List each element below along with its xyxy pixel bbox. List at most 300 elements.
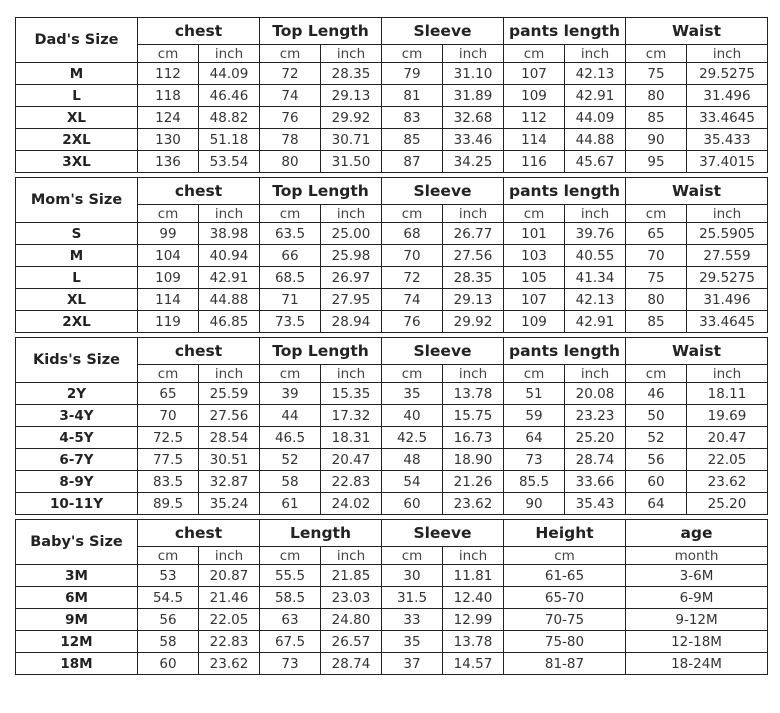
table-cell: 85 (626, 107, 687, 129)
size-label: XL (16, 289, 138, 311)
table-cell: 58.5 (260, 587, 321, 609)
column-group-header: Top Length (260, 338, 382, 365)
size-label: 10-11Y (16, 493, 138, 515)
table-cell: 34.25 (443, 151, 504, 173)
table-cell: 22.83 (321, 471, 382, 493)
table-cell: 60 (626, 471, 687, 493)
table-cell: 39.76 (565, 223, 626, 245)
table-cell: 38.98 (199, 223, 260, 245)
table-cell: 22.83 (199, 631, 260, 653)
header-row (16, 338, 768, 365)
table-cell: 65 (138, 383, 199, 405)
table-cell: 61 (260, 493, 321, 515)
table-row (16, 151, 768, 173)
size-label: 3XL (16, 151, 138, 173)
column-group-header: chest (138, 18, 260, 45)
table-cell: 75-80 (504, 631, 626, 653)
table-cell: 66 (260, 245, 321, 267)
unit-label: cm (260, 205, 321, 223)
unit-label: cm (382, 45, 443, 63)
table-cell: 64 (626, 493, 687, 515)
unit-label: inch (199, 205, 260, 223)
table-cell: 136 (138, 151, 199, 173)
table-cell: 29.92 (321, 107, 382, 129)
table-row (16, 383, 768, 405)
size-label: 3-4Y (16, 405, 138, 427)
table-cell: 73 (504, 449, 565, 471)
table-cell: 11.81 (443, 565, 504, 587)
unit-label: inch (321, 45, 382, 63)
table-row (16, 107, 768, 129)
table-cell: 44 (260, 405, 321, 427)
unit-label: cm (382, 547, 443, 565)
table-cell: 85 (626, 311, 687, 333)
size-label: 2XL (16, 311, 138, 333)
table-cell: 37.4015 (687, 151, 768, 173)
table-cell: 44.09 (199, 63, 260, 85)
size-label: XL (16, 107, 138, 129)
header-row (16, 178, 768, 205)
column-group-header: chest (138, 338, 260, 365)
unit-label: cm (626, 365, 687, 383)
table-cell: 105 (504, 267, 565, 289)
size-table-mom (15, 177, 768, 333)
table-row (16, 427, 768, 449)
table-row (16, 609, 768, 631)
unit-label: inch (443, 365, 504, 383)
table-row (16, 267, 768, 289)
table-row (16, 289, 768, 311)
table-cell: 54.5 (138, 587, 199, 609)
table-cell: 107 (504, 289, 565, 311)
table-cell: 27.559 (687, 245, 768, 267)
table-cell: 28.35 (443, 267, 504, 289)
header-row (16, 18, 768, 45)
unit-label: cm (260, 45, 321, 63)
table-row (16, 565, 768, 587)
table-cell: 70 (138, 405, 199, 427)
header-row (16, 520, 768, 547)
column-group-header: pants length (504, 18, 626, 45)
table-cell: 35.24 (199, 493, 260, 515)
table-cell: 42.13 (565, 289, 626, 311)
column-group-header: pants length (504, 178, 626, 205)
table-cell: 89.5 (138, 493, 199, 515)
column-group-header: chest (138, 520, 260, 547)
column-group-header: chest (138, 178, 260, 205)
size-table-baby (15, 519, 768, 675)
table-row (16, 471, 768, 493)
table-cell: 42.13 (565, 63, 626, 85)
table-cell: 51.18 (199, 129, 260, 151)
size-label: 2XL (16, 129, 138, 151)
table-cell: 81-87 (504, 653, 626, 675)
table-cell: 26.57 (321, 631, 382, 653)
table-cell: 45.67 (565, 151, 626, 173)
table-cell: 58 (260, 471, 321, 493)
table-cell: 15.35 (321, 383, 382, 405)
table-cell: 68 (382, 223, 443, 245)
table-cell: 31.496 (687, 289, 768, 311)
table-cell: 80 (626, 289, 687, 311)
size-label: 6M (16, 587, 138, 609)
table-cell: 35 (382, 631, 443, 653)
unit-label: cm (138, 547, 199, 565)
unit-label: inch (321, 365, 382, 383)
table-cell: 25.98 (321, 245, 382, 267)
table-cell: 65-70 (504, 587, 626, 609)
table-cell: 55.5 (260, 565, 321, 587)
table-cell: 23.62 (687, 471, 768, 493)
column-group-header: Waist (626, 178, 768, 205)
table-cell: 74 (382, 289, 443, 311)
table-cell: 42.91 (199, 267, 260, 289)
table-cell: 25.00 (321, 223, 382, 245)
size-table-kids (15, 337, 768, 515)
unit-label: inch (199, 547, 260, 565)
unit-label: inch (199, 365, 260, 383)
table-cell: 63.5 (260, 223, 321, 245)
column-group-header: Waist (626, 18, 768, 45)
table-cell: 39 (260, 383, 321, 405)
table-cell: 35 (382, 383, 443, 405)
table-row (16, 311, 768, 333)
table-row (16, 129, 768, 151)
table-cell: 72.5 (138, 427, 199, 449)
table-cell: 28.94 (321, 311, 382, 333)
table-cell: 33.4645 (687, 311, 768, 333)
table-cell: 50 (626, 405, 687, 427)
table-cell: 53 (138, 565, 199, 587)
table-cell: 32.68 (443, 107, 504, 129)
table-cell: 18.31 (321, 427, 382, 449)
table-cell: 58 (138, 631, 199, 653)
table-cell: 25.20 (687, 493, 768, 515)
table-cell: 81 (382, 85, 443, 107)
table-cell: 83 (382, 107, 443, 129)
table-cell: 28.74 (321, 653, 382, 675)
table-cell: 109 (138, 267, 199, 289)
unit-label: inch (321, 547, 382, 565)
table-cell: 9-12M (626, 609, 768, 631)
table-cell: 46.85 (199, 311, 260, 333)
table-cell: 119 (138, 311, 199, 333)
table-row (16, 85, 768, 107)
size-label: S (16, 223, 138, 245)
table-cell: 14.57 (443, 653, 504, 675)
table-cell: 29.13 (443, 289, 504, 311)
column-group-header: Sleeve (382, 520, 504, 547)
table-cell: 21.26 (443, 471, 504, 493)
unit-label: cm (504, 365, 565, 383)
table-cell: 24.02 (321, 493, 382, 515)
table-cell: 30 (382, 565, 443, 587)
table-cell: 56 (138, 609, 199, 631)
table-cell: 85 (382, 129, 443, 151)
table-cell: 76 (382, 311, 443, 333)
unit-label: cm (382, 365, 443, 383)
unit-label: cm (626, 205, 687, 223)
table-cell: 13.78 (443, 383, 504, 405)
table-cell: 99 (138, 223, 199, 245)
table-cell: 51 (504, 383, 565, 405)
table-row (16, 245, 768, 267)
table-cell: 32.87 (199, 471, 260, 493)
table-cell: 77.5 (138, 449, 199, 471)
table-cell: 46.5 (260, 427, 321, 449)
table-cell: 76 (260, 107, 321, 129)
table-cell: 21.46 (199, 587, 260, 609)
table-cell: 71 (260, 289, 321, 311)
table-cell: 85.5 (504, 471, 565, 493)
table-cell: 64 (504, 427, 565, 449)
column-group-header: Top Length (260, 178, 382, 205)
table-cell: 75 (626, 267, 687, 289)
unit-label: cm (138, 45, 199, 63)
table-title: Kids's Size (16, 338, 138, 383)
unit-label: inch (321, 205, 382, 223)
unit-label: inch (565, 205, 626, 223)
table-cell: 31.10 (443, 63, 504, 85)
unit-label: cm (260, 365, 321, 383)
table-cell: 90 (626, 129, 687, 151)
unit-label: inch (565, 365, 626, 383)
unit-label: inch (687, 205, 768, 223)
size-label: M (16, 63, 138, 85)
table-cell: 74 (260, 85, 321, 107)
table-cell: 33.4645 (687, 107, 768, 129)
table-cell: 6-9M (626, 587, 768, 609)
table-cell: 21.85 (321, 565, 382, 587)
table-cell: 29.13 (321, 85, 382, 107)
table-row (16, 449, 768, 471)
size-label: 4-5Y (16, 427, 138, 449)
table-cell: 124 (138, 107, 199, 129)
table-cell: 56 (626, 449, 687, 471)
table-cell: 107 (504, 63, 565, 85)
table-cell: 79 (382, 63, 443, 85)
size-label: 18M (16, 653, 138, 675)
table-cell: 12.99 (443, 609, 504, 631)
table-cell: 18-24M (626, 653, 768, 675)
table-cell: 29.5275 (687, 267, 768, 289)
table-cell: 83.5 (138, 471, 199, 493)
size-label: M (16, 245, 138, 267)
table-cell: 44.88 (199, 289, 260, 311)
table-cell: 73 (260, 653, 321, 675)
table-cell: 101 (504, 223, 565, 245)
column-group-header: Sleeve (382, 178, 504, 205)
table-cell: 40 (382, 405, 443, 427)
table-cell: 13.78 (443, 631, 504, 653)
table-cell: 20.87 (199, 565, 260, 587)
table-cell: 109 (504, 311, 565, 333)
table-cell: 31.5 (382, 587, 443, 609)
table-cell: 27.56 (199, 405, 260, 427)
table-cell: 23.62 (443, 493, 504, 515)
table-cell: 87 (382, 151, 443, 173)
table-cell: 25.59 (199, 383, 260, 405)
table-cell: 33.46 (443, 129, 504, 151)
unit-label: cm (138, 365, 199, 383)
table-cell: 18.11 (687, 383, 768, 405)
table-cell: 12-18M (626, 631, 768, 653)
table-cell: 25.5905 (687, 223, 768, 245)
table-row (16, 587, 768, 609)
table-cell: 26.77 (443, 223, 504, 245)
table-cell: 78 (260, 129, 321, 151)
table-cell: 16.73 (443, 427, 504, 449)
size-label: 3M (16, 565, 138, 587)
table-cell: 27.95 (321, 289, 382, 311)
column-group-header: Top Length (260, 18, 382, 45)
table-cell: 60 (138, 653, 199, 675)
table-cell: 48.82 (199, 107, 260, 129)
unit-label: inch (443, 547, 504, 565)
table-cell: 72 (260, 63, 321, 85)
table-cell: 28.54 (199, 427, 260, 449)
table-cell: 112 (138, 63, 199, 85)
table-cell: 72 (382, 267, 443, 289)
column-group-header: Height (504, 520, 626, 547)
unit-label: cm (504, 205, 565, 223)
table-cell: 40.94 (199, 245, 260, 267)
table-cell: 70-75 (504, 609, 626, 631)
table-cell: 20.47 (321, 449, 382, 471)
table-cell: 30.71 (321, 129, 382, 151)
table-cell: 42.91 (565, 311, 626, 333)
table-cell: 63 (260, 609, 321, 631)
table-cell: 20.47 (687, 427, 768, 449)
table-cell: 29.92 (443, 311, 504, 333)
table-cell: 37 (382, 653, 443, 675)
table-cell: 60 (382, 493, 443, 515)
size-label: 6-7Y (16, 449, 138, 471)
table-cell: 67.5 (260, 631, 321, 653)
table-cell: 80 (626, 85, 687, 107)
table-cell: 104 (138, 245, 199, 267)
table-cell: 23.62 (199, 653, 260, 675)
table-row (16, 653, 768, 675)
table-cell: 29.5275 (687, 63, 768, 85)
table-title: Baby's Size (16, 520, 138, 565)
column-group-header: Sleeve (382, 338, 504, 365)
table-cell: 42.91 (565, 85, 626, 107)
table-cell: 116 (504, 151, 565, 173)
unit-label: cm (382, 205, 443, 223)
unit-label: cm (138, 205, 199, 223)
table-cell: 130 (138, 129, 199, 151)
table-cell: 30.51 (199, 449, 260, 471)
table-cell: 22.05 (687, 449, 768, 471)
table-cell: 46.46 (199, 85, 260, 107)
table-cell: 31.50 (321, 151, 382, 173)
unit-label: cm (626, 45, 687, 63)
table-cell: 61-65 (504, 565, 626, 587)
table-cell: 118 (138, 85, 199, 107)
size-table-dad (15, 17, 768, 173)
unit-label: cm (504, 547, 626, 565)
table-cell: 23.23 (565, 405, 626, 427)
table-cell: 26.97 (321, 267, 382, 289)
table-cell: 80 (260, 151, 321, 173)
table-cell: 25.20 (565, 427, 626, 449)
table-cell: 54 (382, 471, 443, 493)
table-cell: 70 (626, 245, 687, 267)
table-cell: 53.54 (199, 151, 260, 173)
unit-label: inch (443, 205, 504, 223)
table-row (16, 493, 768, 515)
table-cell: 23.03 (321, 587, 382, 609)
table-cell: 33.66 (565, 471, 626, 493)
unit-label: inch (199, 45, 260, 63)
table-cell: 28.35 (321, 63, 382, 85)
table-cell: 35.43 (565, 493, 626, 515)
table-cell: 31.496 (687, 85, 768, 107)
size-label: 8-9Y (16, 471, 138, 493)
size-label: 12M (16, 631, 138, 653)
table-cell: 46 (626, 383, 687, 405)
unit-label: inch (443, 45, 504, 63)
table-cell: 33 (382, 609, 443, 631)
table-cell: 114 (138, 289, 199, 311)
table-cell: 109 (504, 85, 565, 107)
table-cell: 12.40 (443, 587, 504, 609)
unit-label: cm (260, 547, 321, 565)
table-cell: 52 (626, 427, 687, 449)
column-group-header: Sleeve (382, 18, 504, 45)
table-cell: 42.5 (382, 427, 443, 449)
size-label: L (16, 267, 138, 289)
column-group-header: age (626, 520, 768, 547)
table-cell: 112 (504, 107, 565, 129)
table-cell: 48 (382, 449, 443, 471)
table-row (16, 631, 768, 653)
unit-label: inch (687, 45, 768, 63)
table-cell: 44.88 (565, 129, 626, 151)
table-cell: 59 (504, 405, 565, 427)
table-row (16, 405, 768, 427)
table-cell: 90 (504, 493, 565, 515)
table-row (16, 223, 768, 245)
column-group-header: pants length (504, 338, 626, 365)
size-label: 9M (16, 609, 138, 631)
size-label: L (16, 85, 138, 107)
column-group-header: Waist (626, 338, 768, 365)
unit-label: cm (504, 45, 565, 63)
table-cell: 75 (626, 63, 687, 85)
table-title: Dad's Size (16, 18, 138, 63)
table-cell: 44.09 (565, 107, 626, 129)
table-title: Mom's Size (16, 178, 138, 223)
table-cell: 95 (626, 151, 687, 173)
unit-label: inch (565, 45, 626, 63)
table-cell: 20.08 (565, 383, 626, 405)
table-cell: 15.75 (443, 405, 504, 427)
table-cell: 73.5 (260, 311, 321, 333)
table-cell: 24.80 (321, 609, 382, 631)
table-row (16, 63, 768, 85)
table-cell: 31.89 (443, 85, 504, 107)
table-cell: 103 (504, 245, 565, 267)
column-group-header: Length (260, 520, 382, 547)
size-chart (15, 17, 767, 675)
table-cell: 22.05 (199, 609, 260, 631)
table-cell: 28.74 (565, 449, 626, 471)
table-cell: 68.5 (260, 267, 321, 289)
table-cell: 27.56 (443, 245, 504, 267)
table-cell: 40.55 (565, 245, 626, 267)
